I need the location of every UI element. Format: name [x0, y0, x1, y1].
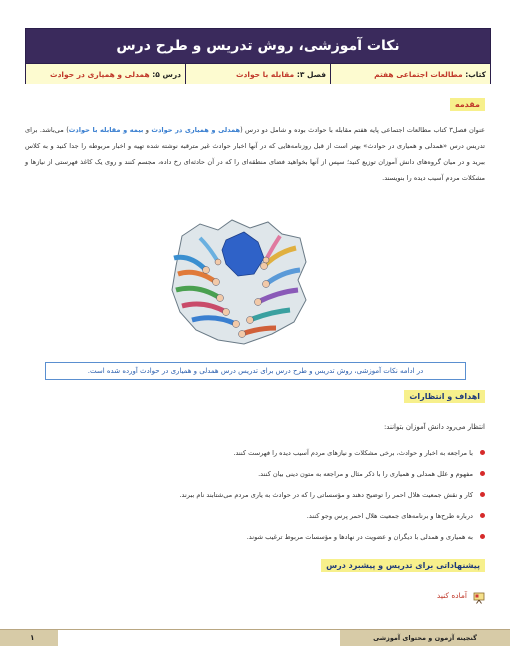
chapter-value: مقابله با حوادث — [235, 69, 295, 79]
intro-highlight-1: همدلی و همیاری در حوادث — [151, 126, 241, 134]
suggestions-heading: پیشنهاداتی برای تدریس و پیشبرد درس — [321, 559, 485, 572]
prep-row — [437, 589, 485, 601]
iran-map-hands-illustration — [160, 218, 310, 353]
page-title: نکات آموزشی، روش تدریس و طرح درس — [26, 29, 490, 63]
intro-paragraph — [25, 122, 485, 186]
list-item: درباره طرح‌ها و برنامه‌های جمعیت هلال احمر پرس وجو کنند. — [25, 510, 485, 531]
footer-source: گنجینه آزمون و محتوای آموزشی — [340, 630, 510, 646]
info-row — [26, 63, 490, 84]
goals-lead: انتظار می‌رود دانش آموزان بتوانند: — [383, 423, 485, 431]
lesson-value: همدلی و همیاری در حوادث — [50, 69, 150, 79]
chapter-label: فصل ۳: — [296, 69, 326, 79]
book-value: مطالعات اجتماعی هفتم — [374, 69, 463, 79]
book-label: کتاب: — [465, 69, 486, 79]
goals-heading: اهداف و انتظارات — [404, 390, 485, 403]
page-footer — [0, 629, 510, 646]
lesson-cell — [26, 64, 185, 84]
list-item: با مراجعه به اخبار و حوادث، برخی مشکلات و نیازهای مردم آسیب دیده را فهرست کنند. — [25, 447, 485, 468]
note-box: در ادامه نکات آموزشی، روش تدریس و طرح درس برای تدریس درس همدلی و همیاری در حوادث آورده شده است. — [45, 362, 466, 380]
page-number: ۱ — [0, 630, 58, 646]
goals-list — [25, 447, 485, 552]
intro-text-2: و — [143, 126, 152, 134]
header-box — [25, 28, 491, 84]
list-item: کار و نقش جمعیت هلال احمر را توضیح دهند و مؤسساتی را که در حوادث به یاری مردم می‌شتابند نام ببرند. — [25, 489, 485, 510]
illustration-svg — [160, 218, 310, 353]
intro-text-3: ) می‌باشد. برای تدریس درس «همدلی و همیاری در حوادث» بهتر است از قبل روزنامه‌هایی که در آنها اخبار حوادث غیر مترقبه نوشته شده تهیه و اخبار مربوطه را جدا کنید و به کلاس ببرید و در میان گروه‌های دانش آموزان توزیع کنید؛ سپس از آنها بخواهید فضای منطقه‌ای را که در آن حادثه‌ای رخ داده، مجسم کنند و روی یک کاغذ فهرستی از نیازها و مشکلات مردم آسیب دیده را بنویسند. — [25, 126, 485, 182]
list-item: مفهوم و علل همدلی و همیاری را با ذکر مثال و مراجعه به متون دینی بیان کنند. — [25, 468, 485, 489]
chapter-cell — [185, 64, 330, 84]
intro-highlight-2: بیمه و مقابله با حوادث — [68, 126, 144, 134]
list-item: به همیاری و همدلی با دیگران و عضویت در نهادها و مؤسسات مربوط ترغیب شوند. — [25, 531, 485, 552]
prep-label: آماده کنید — [436, 590, 467, 600]
book-cell — [330, 64, 490, 84]
lesson-label: درس ۵: — [152, 69, 181, 79]
presentation-board-icon — [473, 589, 485, 601]
intro-text-1: عنوان فصل۳ کتاب مطالعات اجتماعی پایه هفتم مقابله با حوادث بوده و شامل دو درس ( — [240, 126, 485, 134]
intro-heading: مقدمه — [450, 98, 485, 111]
